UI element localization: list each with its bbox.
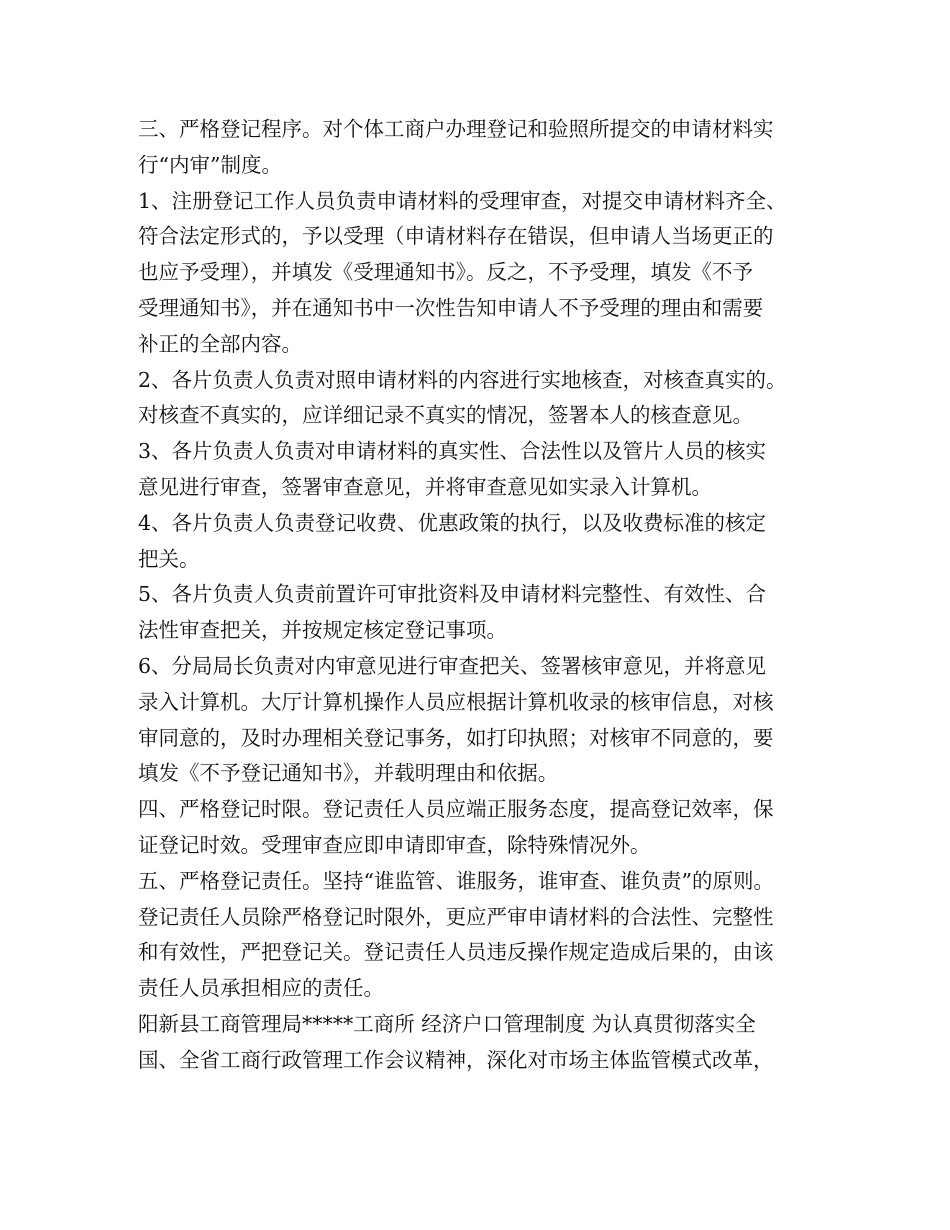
text-line: 1、注册登记工作人员负责申请材料的受理审查，对提交申请材料齐全、	[138, 188, 787, 213]
text-line: 4、各片负责人负责登记收费、优惠政策的执行，以及收费标准的核定	[138, 510, 767, 535]
text-line: 国、全省工商行政管理工作会议精神，深化对市场主体监管模式改革，	[138, 1047, 774, 1072]
text-line: 把关。	[138, 546, 200, 571]
text-line: 3、各片负责人负责对申请材料的真实性、合法性以及管片人员的核实	[138, 439, 767, 464]
text-line: 录入计算机。大厅计算机操作人员应根据计算机收录的核审信息，对核	[138, 689, 774, 714]
text-line: 法性审查把关，并按规定核定登记事项。	[138, 618, 507, 643]
text-line: 也应予受理），并填发《受理通知书》。反之，不予受理，填发《不予	[138, 260, 753, 285]
text-line: 6、分局局长负责对内审意见进行审查把关、签署核审意见，并将意见	[138, 653, 767, 678]
text-line: 2、各片负责人负责对照申请材料的内容进行实地核查，对核查真实的。	[138, 367, 787, 392]
text-line: 填发《不予登记通知书》，并载明理由和依据。	[138, 761, 559, 786]
text-line: 三、严格登记程序。对个体工商户办理登记和验照所提交的申请材料实	[138, 117, 774, 141]
text-line: 受理通知书》，并在通知书中一次性告知申请人不予受理的理由和需要	[138, 295, 764, 320]
text-line: 阳新县工商管理局*****工商所 经济户口管理制度 为认真贯彻落实全	[138, 1011, 756, 1036]
text-line: 行“内审”制度。	[138, 152, 282, 177]
text-line: 责任人员承担相应的责任。	[138, 976, 384, 1001]
text-line: 四、严格登记时限。登记责任人员应端正服务态度，提高登记效率，保	[138, 797, 774, 822]
body-text	[138, 112, 838, 1079]
text-line: 补正的全部内容。	[138, 331, 302, 356]
text-line: 五、严格登记责任。坚持“谁监管、谁服务，谁审查、谁负责”的原则。	[138, 868, 774, 893]
text-line: 符合法定形式的，予以受理（申请材料存在错误，但申请人当场更正的	[138, 224, 774, 249]
text-line: 和有效性，严把登记关。登记责任人员违反操作规定造成后果的，由该	[138, 940, 774, 965]
text-line: 5、各片负责人负责前置许可审批资料及申请材料完整性、有效性、合	[138, 582, 767, 607]
text-line: 审同意的，及时办理相关登记事务，如打印执照；对核审不同意的，要	[138, 725, 774, 750]
text-line: 登记责任人员除严格登记时限外，更应严审申请材料的合法性、完整性	[138, 904, 774, 929]
text-line: 证登记时效。受理审查应即申请即审查，除特殊情况外。	[138, 832, 651, 857]
text-line: 意见进行审查，签署审查意见，并将审查意见如实录入计算机。	[138, 474, 712, 499]
text-line: 对核查不真实的，应详细记录不真实的情况，签署本人的核查意见。	[138, 403, 753, 428]
